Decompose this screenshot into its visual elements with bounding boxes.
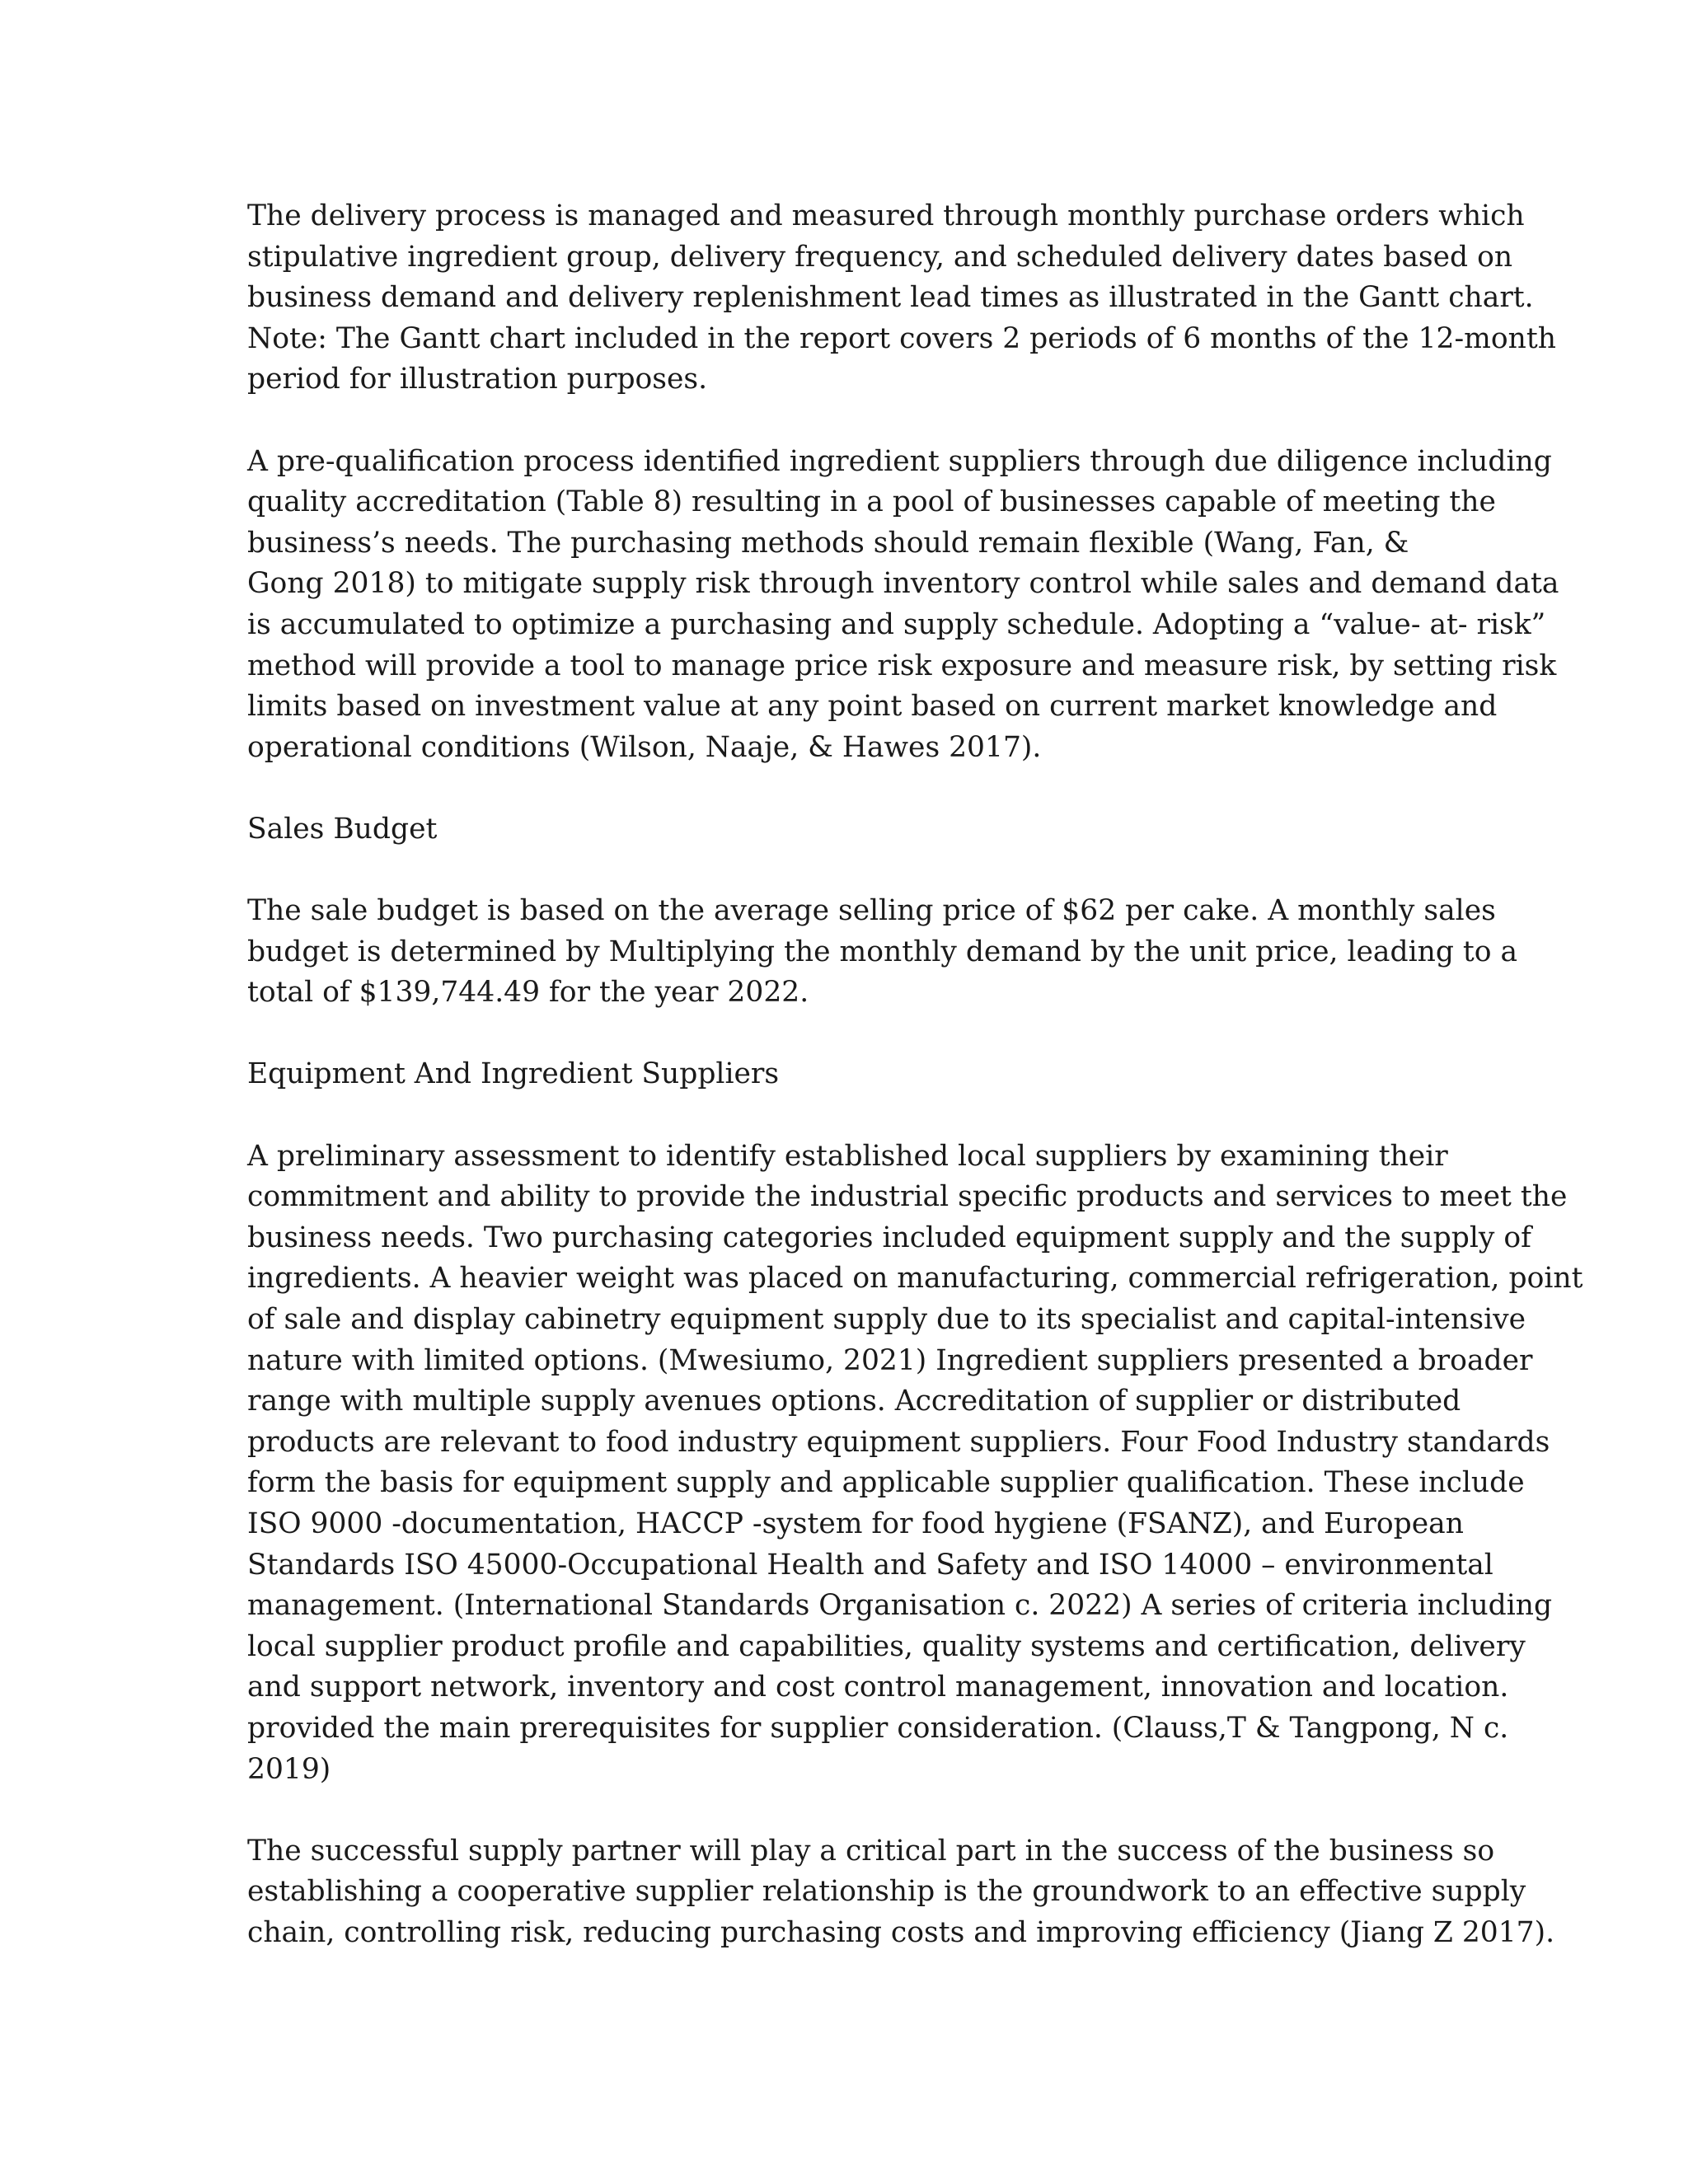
text-line: period for illustration purposes.	[247, 363, 708, 396]
text-line: commitment and ability to provide the industrial specific products and services to meet the	[247, 1180, 1568, 1214]
paragraph-prequalification	[247, 442, 1559, 769]
text-line: A preliminary assessment to identify established local suppliers by examining their	[247, 1139, 1448, 1173]
text-line: chain, controlling risk, reducing purchasing costs and improving efficiency (Jiang Z 2017).	[247, 1915, 1555, 1949]
text-line: Gong 2018) to mitigate supply risk through inventory control while sales and demand data	[247, 567, 1559, 601]
text-line: ingredients. A heavier weight was placed on manufacturing, commercial refrigeration, point	[247, 1262, 1583, 1296]
text-line: The delivery process is managed and measured through monthly purchase orders which	[247, 199, 1525, 232]
text-line: management. (International Standards Organisation c. 2022) A series of criteria including	[247, 1589, 1553, 1623]
text-line: nature with limited options. (Mwesiumo, 2021) Ingredient suppliers presented a broader	[247, 1343, 1533, 1377]
section-heading: Sales Budget	[247, 812, 438, 846]
text-line: business demand and delivery replenishment lead times as illustrated in the Gantt chart.	[247, 281, 1534, 315]
text-line: The sale budget is based on the average selling price of $62 per cake. A monthly sales	[247, 894, 1496, 928]
text-line: quality accreditation (Table 8) resulting in a pool of businesses capable of meeting the	[247, 485, 1496, 519]
text-line: budget is determined by Multiplying the monthly demand by the unit price, leading to a	[247, 935, 1518, 968]
text-line: ISO 9000 -documentation, HACCP -system for food hygiene (FSANZ), and European	[247, 1507, 1464, 1540]
text-line: Note: The Gantt chart included in the report covers 2 periods of 6 months of the 12-month	[247, 321, 1556, 355]
paragraph-supplier-assessment	[247, 1137, 1583, 1791]
heading-equipment-suppliers	[247, 1054, 1451, 1095]
paragraph-delivery-process	[247, 196, 1556, 401]
document-body	[247, 196, 1583, 1994]
text-line: operational conditions (Wilson, Naaje, & Hawes 2017).	[247, 730, 1042, 764]
text-line: limits based on investment value at any point based on current market knowledge and	[247, 690, 1498, 724]
text-line: business’s needs. The purchasing methods should remain flexible (Wang, Fan, &	[247, 526, 1409, 560]
text-line: A pre-qualification process identified ingredient suppliers through due diligence including	[247, 444, 1552, 478]
text-line: products are relevant to food industry equipment suppliers. Four Food Industry standards	[247, 1425, 1550, 1459]
text-line: and support network, inventory and cost control management, innovation and location.	[247, 1671, 1509, 1704]
text-line: stipulative ingredient group, delivery frequency, and scheduled delivery dates based on	[247, 240, 1513, 274]
text-line: provided the main prerequisites for supplier consideration. (Clauss,T & Tangpong, N c.	[247, 1711, 1509, 1745]
text-line: method will provide a tool to manage price risk exposure and measure risk, by setting risk	[247, 649, 1557, 682]
text-line: total of $139,744.49 for the year 2022.	[247, 976, 809, 1010]
text-line: local supplier product profile and capabilities, quality systems and certification, delivery	[247, 1629, 1526, 1663]
text-line: establishing a cooperative supplier relationship is the groundwork to an effective supply	[247, 1875, 1526, 1909]
text-line: The successful supply partner will play a critical part in the success of the business so	[247, 1834, 1495, 1868]
paragraph-supply-partner	[247, 1831, 1555, 1954]
text-line: business needs. Two purchasing categories included equipment supply and the supply of	[247, 1221, 1531, 1254]
text-line: 2019)	[247, 1752, 331, 1786]
heading-sales-budget	[247, 809, 1451, 851]
text-line: of sale and display cabinetry equipment supply due to its specialist and capital-intensive	[247, 1303, 1526, 1337]
text-line: form the basis for equipment supply and applicable supplier qualification. These include	[247, 1466, 1525, 1500]
paragraph-sales-budget	[247, 891, 1518, 1014]
text-line: is accumulated to optimize a purchasing and supply schedule. Adopting a “value- at- risk”	[247, 607, 1546, 641]
text-line: Standards ISO 45000-Occupational Health and Safety and ISO 14000 – environmental	[247, 1548, 1493, 1582]
text-line: range with multiple supply avenues options. Accreditation of supplier or distributed	[247, 1385, 1461, 1418]
section-heading: Equipment And Ingredient Suppliers	[247, 1057, 780, 1091]
